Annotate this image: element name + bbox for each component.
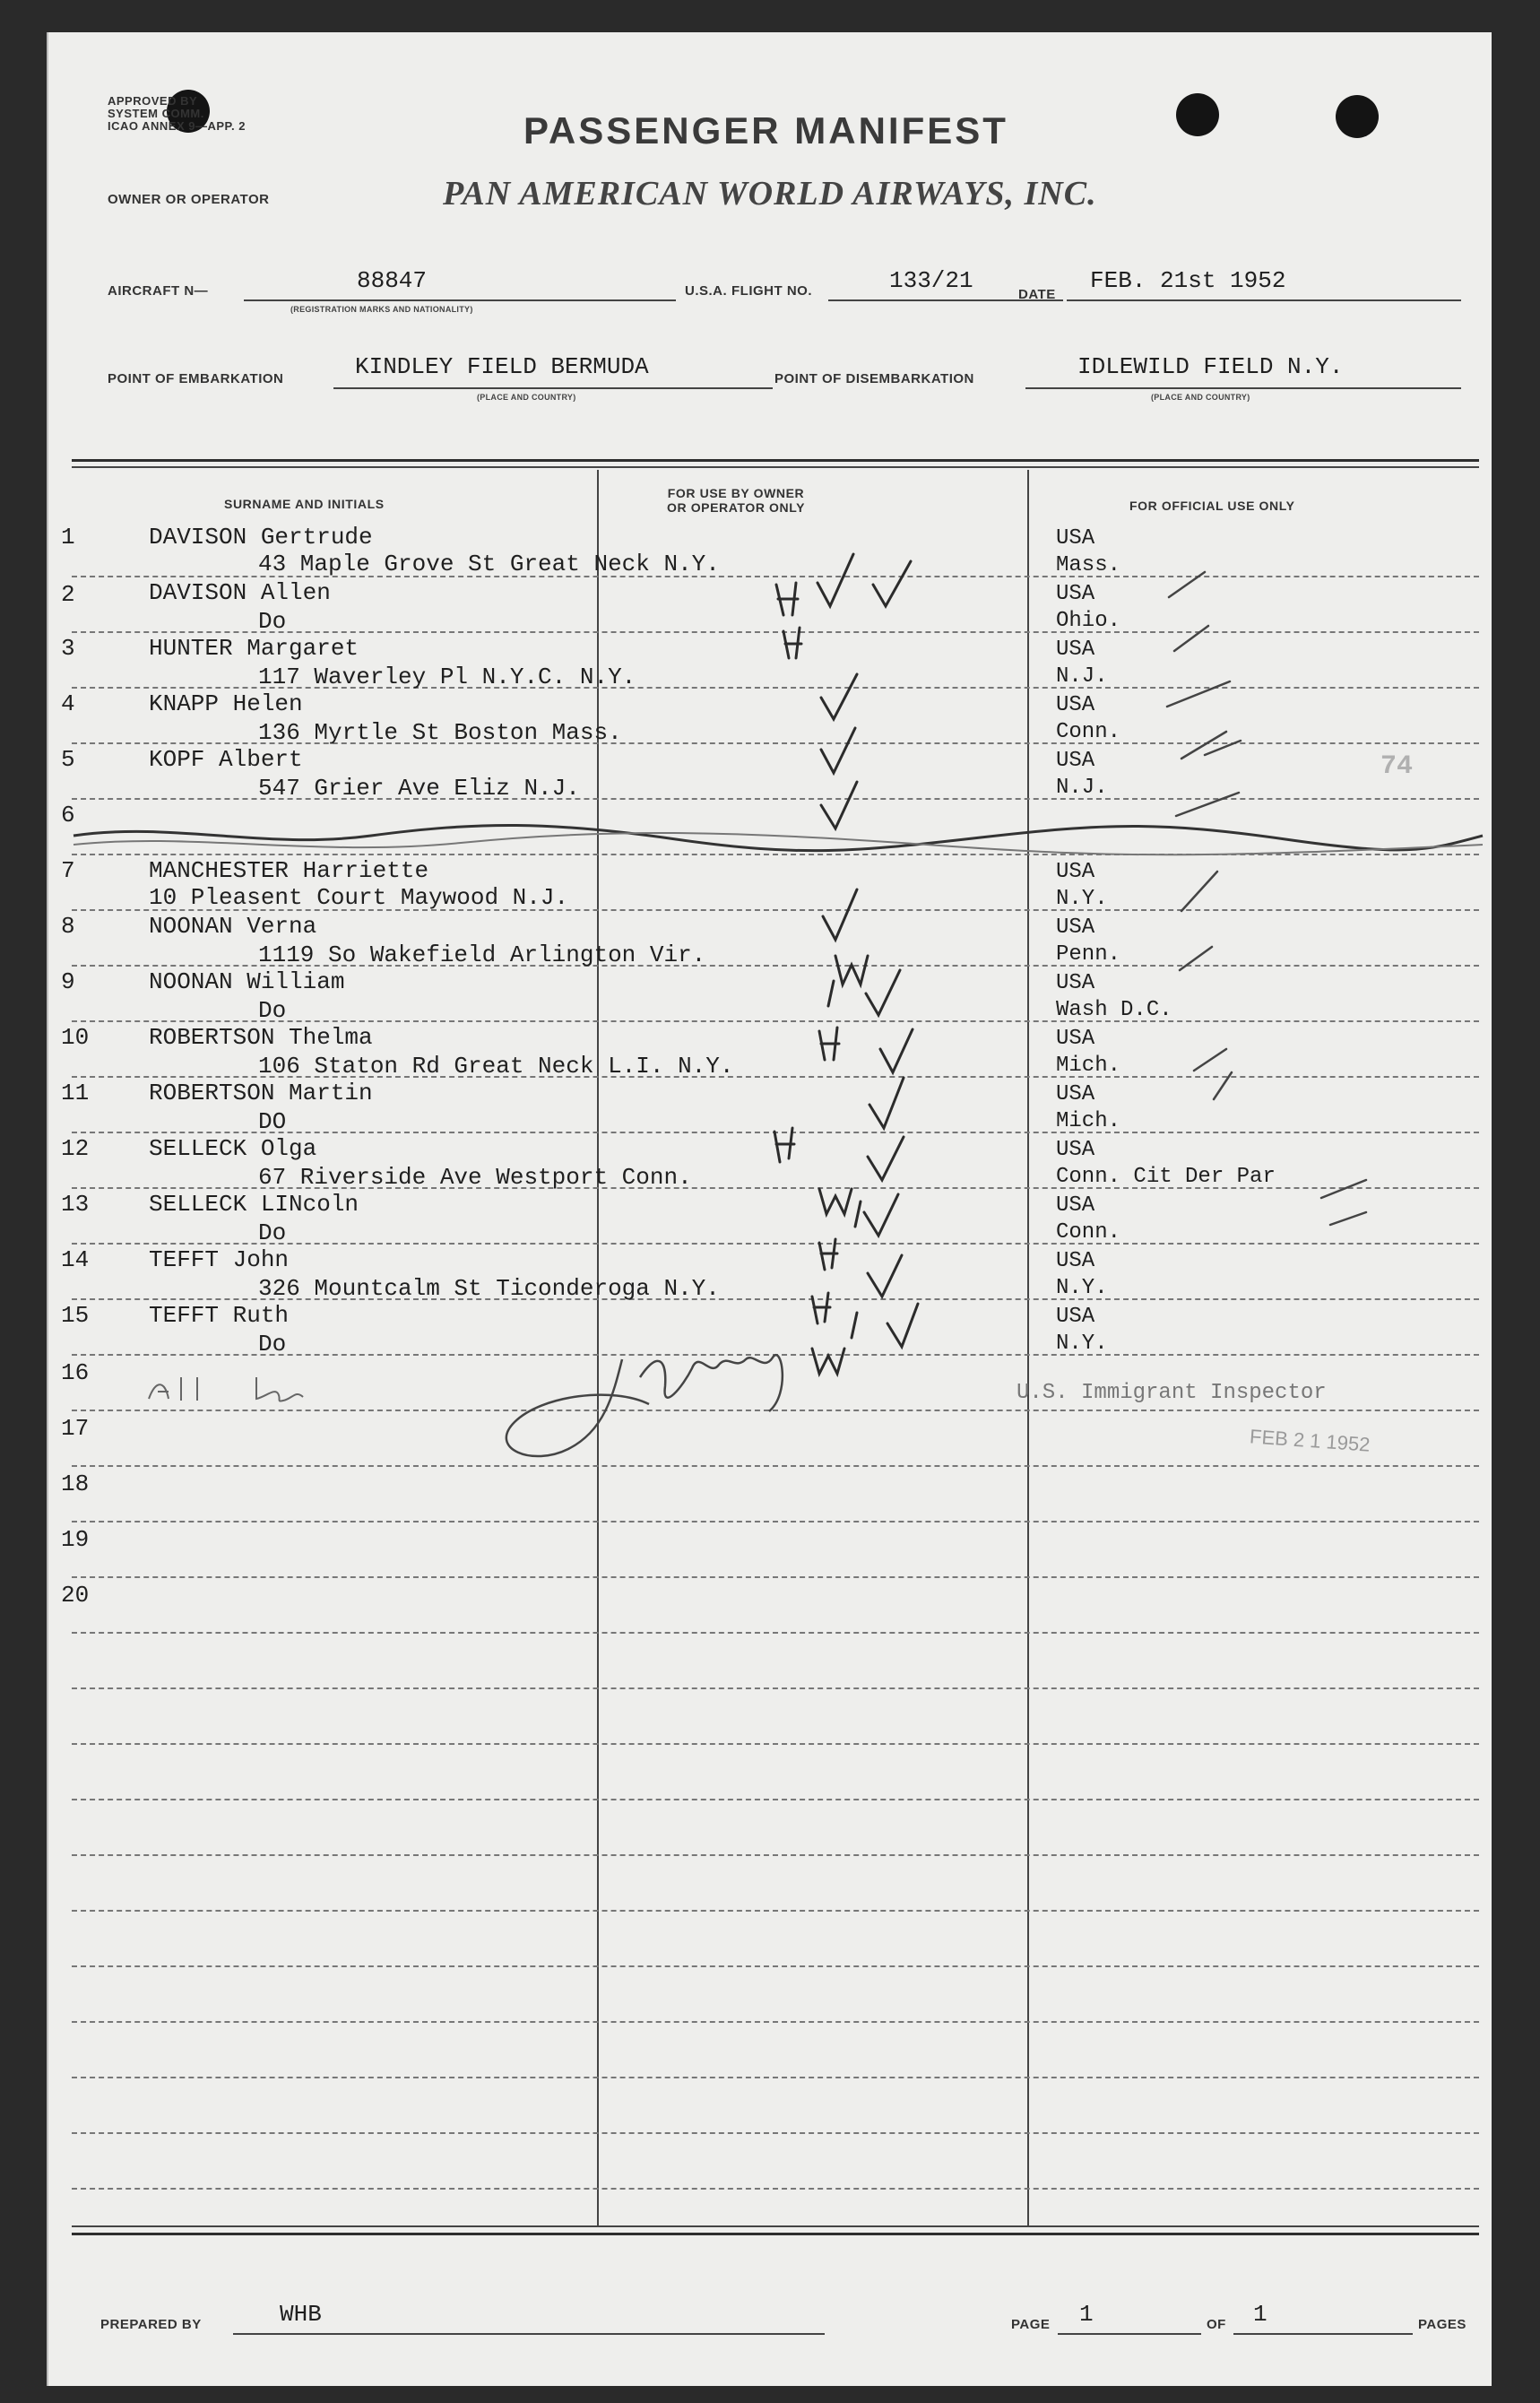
row-number: 10 (61, 1024, 90, 1051)
residence-state: Wash D.C. (1056, 998, 1172, 1022)
passenger-address: 106 Staton Rd Great Neck L.I. N.Y. (258, 1053, 734, 1080)
nationality: USA (1056, 582, 1095, 606)
nationality: USA (1056, 1249, 1095, 1273)
flight-value: 133/21 (889, 267, 973, 294)
row-number: 11 (61, 1080, 90, 1106)
aircraft-caption: (REGISTRATION MARKS AND NATIONALITY) (290, 305, 473, 314)
passenger-name: TEFFT Ruth (149, 1302, 290, 1329)
passenger-address: 326 Mountcalm St Ticonderoga N.Y. (258, 1275, 720, 1302)
residence-state: Mich. (1056, 1054, 1121, 1078)
flight-label: FLIGHT NO. (731, 283, 812, 299)
row-number: 8 (61, 913, 75, 940)
approval-line: APPROVED BY (108, 94, 198, 108)
row-number: 14 (61, 1246, 90, 1273)
residence-state: Conn. Cit Der Par (1056, 1165, 1276, 1189)
of-underline (1233, 2333, 1413, 2335)
passenger-name: DAVISON Gertrude (149, 524, 373, 551)
residence-state: Conn. (1056, 720, 1121, 744)
passenger-address: 1119 So Wakefield Arlington Vir. (258, 941, 706, 968)
passenger-address: 136 Myrtle St Boston Mass. (258, 719, 622, 746)
owner-label: OWNER OR OPERATOR (108, 192, 270, 207)
table-bottom-rule-2 (72, 2233, 1479, 2235)
passenger-address: Do (258, 608, 287, 635)
disembark-caption: (PLACE AND COUNTRY) (1151, 393, 1250, 402)
embark-label: POINT OF EMBARKATION (108, 371, 284, 386)
passenger-name: DAVISON Allen (149, 579, 331, 606)
initial-marks (774, 583, 868, 1374)
passenger-name: NOONAN Verna (149, 913, 317, 940)
row-number: 3 (61, 635, 75, 662)
passenger-name: ROBERTSON Martin (149, 1080, 373, 1106)
row-number: 6 (61, 802, 75, 828)
passenger-name: SELLECK LINcoln (149, 1191, 359, 1218)
inspector-signature (506, 1355, 783, 1456)
residence-state: N.Y. (1056, 1276, 1108, 1300)
nationality: USA (1056, 860, 1095, 884)
disembark-label: POINT OF DISEMBARKATION (774, 371, 974, 386)
row-number: 15 (61, 1302, 90, 1329)
passenger-address: DO (258, 1108, 287, 1135)
row-number: 7 (61, 857, 75, 884)
row-number: 19 (61, 1526, 90, 1553)
passenger-name: TEFFT John (149, 1246, 290, 1273)
nationality: USA (1056, 693, 1095, 717)
all-line-handwriting (149, 1377, 303, 1401)
row-number: 16 (61, 1359, 90, 1386)
date-label: DATE (1018, 287, 1056, 302)
residence-state: N.J. (1056, 664, 1108, 689)
page-underline (1058, 2333, 1201, 2335)
residence-state: N.Y. (1056, 887, 1108, 911)
nationality: USA (1056, 1193, 1095, 1218)
prepared-by-label: PREPARED BY (100, 2317, 202, 2332)
passenger-address: Do (258, 1219, 287, 1246)
column-header-surname: SURNAME AND INITIALS (224, 497, 385, 511)
of-value: 1 (1253, 2301, 1267, 2328)
checkmarks-official-column (1167, 572, 1366, 1225)
nationality: USA (1056, 749, 1095, 773)
passenger-name: MANCHESTER Harriette (149, 857, 429, 884)
owner-value: PAN AMERICAN WORLD AIRWAYS, INC. (443, 175, 1097, 213)
passenger-name: ROBERTSON Thelma (149, 1024, 373, 1051)
row-number: 17 (61, 1415, 90, 1442)
passenger-address: 67 Riverside Ave Westport Conn. (258, 1164, 692, 1191)
usa-label: U.S.A. (685, 283, 728, 299)
date-value: FEB. 21st 1952 (1090, 267, 1286, 294)
page-label: PAGE (1011, 2317, 1051, 2332)
column-header-official: FOR OFFICIAL USE ONLY (1129, 499, 1295, 513)
passenger-address: Do (258, 997, 287, 1024)
residence-state: N.J. (1056, 776, 1108, 800)
column-header-owner-line: OR OPERATOR ONLY (667, 500, 806, 515)
table-bottom-rule (72, 2225, 1479, 2227)
page-title: PASSENGER MANIFEST (523, 109, 1008, 152)
passenger-name: SELLECK Olga (149, 1135, 317, 1162)
row-number: 13 (61, 1191, 90, 1218)
passenger-address: Do (258, 1331, 287, 1358)
row-six-strikethrough (74, 825, 1483, 850)
passenger-address: 10 Pleasent Court Maywood N.J. (149, 884, 569, 911)
passenger-name: NOONAN William (149, 968, 345, 995)
immigrant-inspector-stamp: U.S. Immigrant Inspector (1017, 1381, 1327, 1405)
nationality: USA (1056, 1138, 1095, 1162)
passenger-address: 547 Grier Ave Eliz N.J. (258, 775, 580, 802)
aircraft-value: 88847 (357, 267, 428, 294)
nationality: USA (1056, 526, 1095, 551)
nationality: USA (1056, 1305, 1095, 1329)
residence-state: Conn. (1056, 1220, 1121, 1245)
margin-mark: 74 (1380, 751, 1414, 782)
nationality: USA (1056, 1027, 1095, 1051)
row-number: 2 (61, 581, 75, 608)
row-number: 18 (61, 1470, 90, 1497)
prepared-by-underline (233, 2333, 825, 2335)
passenger-name: KOPF Albert (149, 746, 303, 773)
passenger-address: 117 Waverley Pl N.Y.C. N.Y. (258, 664, 636, 690)
row-number: 1 (61, 524, 75, 551)
column-header-owner-line: FOR USE BY OWNER (667, 486, 805, 500)
passenger-name: HUNTER Margaret (149, 635, 359, 662)
prepared-by-value: WHB (280, 2301, 322, 2328)
manifest-sheet (47, 32, 1492, 2386)
handwriting-layer (48, 32, 1492, 2386)
row-number: 20 (61, 1582, 90, 1609)
residence-state: Penn. (1056, 942, 1121, 967)
residence-state: Mich. (1056, 1109, 1121, 1133)
residence-state: N.Y. (1056, 1332, 1108, 1356)
row-number: 12 (61, 1135, 90, 1162)
row-number: 9 (61, 968, 75, 995)
of-label: OF (1207, 2317, 1226, 2332)
nationality: USA (1056, 1082, 1095, 1106)
pages-label: PAGES (1418, 2317, 1466, 2332)
date-stamp: FEB 2 1 1952 (1249, 1425, 1371, 1456)
approval-line: ICAO ANNEX 9—APP. 2 (108, 119, 246, 133)
aircraft-label: AIRCRAFT N— (108, 283, 209, 299)
nationality: USA (1056, 971, 1095, 995)
page-value: 1 (1079, 2301, 1094, 2328)
residence-state: Mass. (1056, 553, 1121, 577)
embark-value: KINDLEY FIELD BERMUDA (355, 353, 649, 380)
passenger-name: KNAPP Helen (149, 690, 303, 717)
row-number: 5 (61, 746, 75, 773)
checkmarks-owner-column (818, 554, 918, 1347)
residence-state: Ohio. (1056, 609, 1121, 633)
disembark-value: IDLEWILD FIELD N.Y. (1077, 353, 1344, 380)
row-number: 4 (61, 690, 75, 717)
embark-caption: (PLACE AND COUNTRY) (477, 393, 576, 402)
nationality: USA (1056, 638, 1095, 662)
passenger-address: 43 Maple Grove St Great Neck N.Y. (258, 551, 720, 577)
nationality: USA (1056, 915, 1095, 940)
approval-line: SYSTEM COMM. (108, 107, 204, 120)
